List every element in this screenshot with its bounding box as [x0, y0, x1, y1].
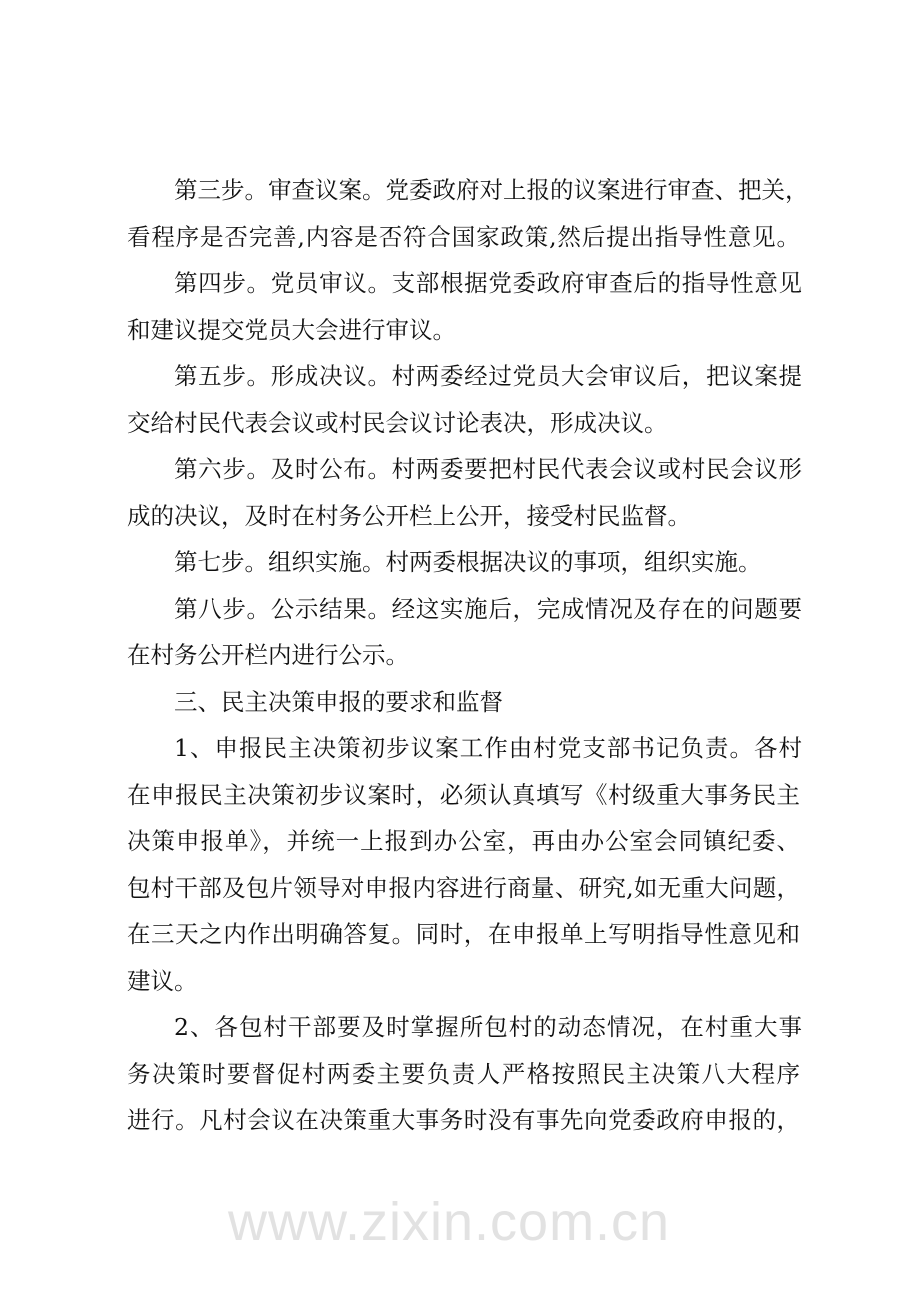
text-line: 看程序是否完善,内容是否符合国家政策,然后提出指导性意见。	[127, 222, 800, 251]
text-line: 第七步。组织实施。村两委根据决议的事项，组织实施。	[174, 548, 762, 576]
text-line: 包村干部及包片领导对申报内容进行商量、研究,如无重大问题，	[127, 873, 800, 902]
watermark: www.zixin.com.cn	[228, 1192, 671, 1252]
text-line: 第五步。形成决议。村两委经过党员大会审议后，把议案提	[174, 362, 802, 390]
text-line: 2、各包村干部要及时掌握所包村的动态情况，在村重大事	[174, 1013, 802, 1041]
text-line: 进行。凡村会议在决策重大事务时没有事先向党委政府申报的，	[127, 1106, 800, 1134]
text-line: 和建议提交党员大会进行审议。	[127, 315, 456, 344]
text-line: 第八步。公示结果。经这实施后，完成情况及存在的问题要	[174, 594, 802, 623]
text-line: 第三步。审查议案。党委政府对上报的议案进行审查、把关，	[174, 176, 809, 204]
text-line: 在三天之内作出明确答复。同时，在申报单上写明指导性意见和	[127, 920, 800, 948]
text-line: 决策申报单》，并统一上报到办公室，再由办公室会同镇纪委、	[127, 827, 800, 855]
text-line: 三、民主决策申报的要求和监督	[174, 687, 503, 716]
text-line: 务决策时要督促村两委主要负责人严格按照民主决策八大程序	[127, 1059, 800, 1088]
text-line: 第四步。党员审议。支部根据党委政府审查后的指导性意见	[174, 269, 802, 297]
text-line: 1、申报民主决策初步议案工作由村党支部书记负责。各村	[174, 734, 802, 762]
text-line: 建议。	[127, 966, 198, 995]
text-line: 成的决议，及时在村务公开栏上公开，接受村民监督。	[127, 501, 691, 530]
text-line: 在申报民主决策初步议案时，必须认真填写《村级重大事务民主	[127, 780, 800, 809]
text-line: 在村务公开栏内进行公示。	[127, 641, 409, 669]
text-line: 第六步。及时公布。村两委要把村民代表会议或村民会议形	[174, 455, 802, 483]
text-line: 交给村民代表会议或村民会议讨论表决，形成决议。	[127, 408, 668, 437]
